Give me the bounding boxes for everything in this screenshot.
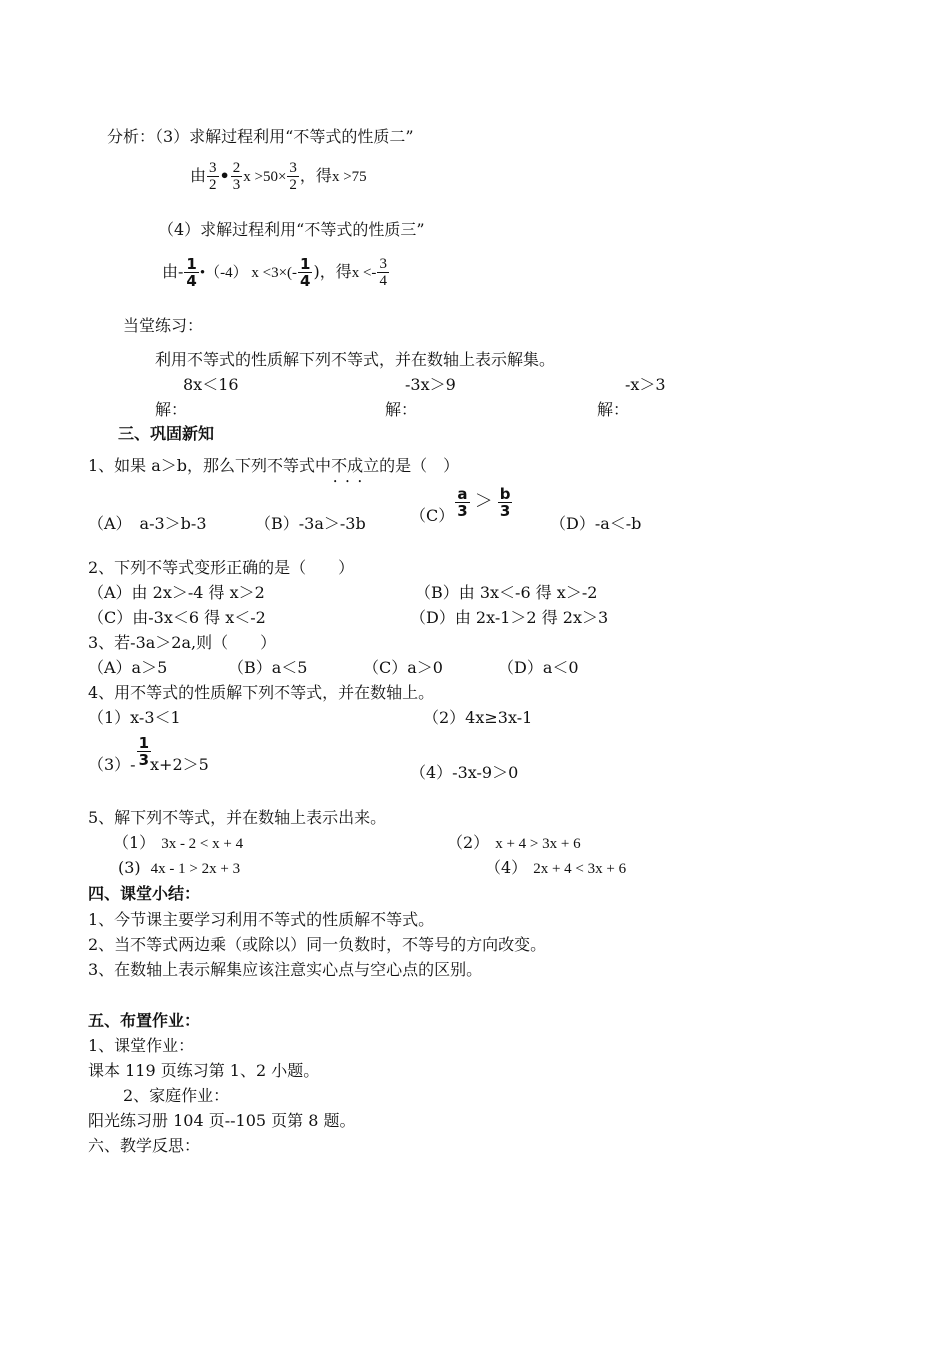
analysis-line-3: 分析：（3）求解过程利用“不等式的性质二” (107, 127, 414, 146)
analysis-equation-2 (162, 256, 390, 300)
q3-option-a: （A）a＞5 (88, 658, 168, 677)
analysis-equation-1 (190, 160, 367, 204)
q1-option-a: （A） a-3＞b-3 (88, 514, 207, 533)
q2-option-d: （D）由 2x-1＞2 得 2x＞3 (410, 608, 609, 627)
homework-line-1: 1、课堂作业： (88, 1036, 195, 1055)
eq1-result: x >75 (331, 169, 367, 185)
question-3: 3、若-3a＞2a,则（ ） (88, 633, 277, 652)
eq2-prefix: 由- (162, 262, 184, 281)
q4-item-4: （4）-3x-9＞0 (410, 763, 519, 782)
q2-option-b: （B）由 3x＜-6 得 x＞-2 (415, 583, 598, 602)
section-6-title: 六、教学反思： (88, 1136, 201, 1155)
q4-item-3: （3）- $\frac{1}{3}$ x+2＞5 (88, 734, 209, 774)
eq1-fraction-3: $\frac{3}{2}$ (289, 160, 297, 193)
eq2-suffix: ，得 (319, 262, 352, 281)
question-1: 1、如果 a＞b，那么下列不等式中不成立 • • •的是（ ） (88, 456, 459, 476)
summary-line-2: 2、当不等式两边乘（或除以）同一负数时，不等号的方向改变。 (88, 935, 547, 954)
analysis-line-4: （4）求解过程利用“不等式的性质三” (158, 220, 425, 239)
q5-item-3: (3) 4x - 1 > 2x + 3 (118, 858, 241, 877)
q3-option-c: （C）a＞0 (363, 658, 443, 677)
q4-item-3-fraction: $\frac{1}{3}$ (138, 734, 150, 769)
q4-item-1: （1）x-3＜1 (88, 708, 181, 727)
q1-option-c: （C） $\frac{a}{3}$ ＞ $\frac{b}{3}$ (410, 485, 511, 525)
q1-c-fraction-a: $\frac{a}{3}$ (457, 485, 468, 520)
summary-line-1: 1、今节课主要学习利用不等式的性质解不等式。 (88, 910, 435, 929)
practice-solve-2: 解： (385, 400, 418, 419)
homework-line-2: 课本 119 页练习第 1、2 小题。 (88, 1061, 320, 1080)
practice-item-1: 8x＜16 (183, 375, 239, 394)
eq2-fraction-1: $\frac{1}{4}$ (186, 255, 197, 290)
eq1-fraction-2: $\frac{2}{3}$ (232, 160, 241, 193)
q1-option-b: （B）-3a＞-3b (255, 514, 366, 533)
eq1-suffix: ，得 (299, 166, 332, 185)
question-5: 5、解下列不等式，并在数轴上表示出来。 (88, 808, 387, 827)
eq2-middle: •（-4） x <3×(- (199, 265, 298, 281)
question-2: 2、下列不等式变形正确的是（ ） (88, 558, 355, 577)
q3-option-d: （D）a＜0 (498, 658, 579, 677)
eq1-middle: x >50× (243, 169, 287, 185)
q5-item-4: （4） 2x + 4 < 3x + 6 (485, 858, 627, 877)
emphasis-dots: 不成立 • • • (331, 456, 379, 476)
practice-solve-3: 解： (597, 400, 630, 419)
eq1-fraction-1: $\frac{3}{2}$ (209, 160, 217, 193)
practice-instruction: 利用不等式的性质解下列不等式，并在数轴上表示解集。 (155, 350, 556, 369)
q2-option-c: （C）由-3x＜6 得 x＜-2 (88, 608, 266, 627)
section-5-title: 五、布置作业： (88, 1011, 201, 1030)
question-4: 4、用不等式的性质解下列不等式，并在数轴上。 (88, 683, 435, 702)
eq2-close: ) (313, 262, 320, 281)
q5-item-1: （1） 3x - 2 < x + 4 (113, 833, 244, 852)
section-4-title: 四、课堂小结： (88, 884, 201, 903)
q1-option-d: （D）-a＜-b (550, 514, 642, 533)
practice-item-2: -3x＞9 (405, 375, 456, 394)
eq1-prefix: 由 (190, 166, 207, 185)
eq2-result: x <- (351, 265, 377, 281)
practice-title: 当堂练习： (123, 316, 204, 335)
homework-line-4: 阳光练习册 104 页--105 页第 8 题。 (88, 1111, 356, 1130)
eq2-fraction-2: $\frac{1}{4}$ (300, 255, 311, 290)
practice-item-3: -x＞3 (625, 375, 666, 394)
q5-item-2: （2） x + 4 > 3x + 6 (447, 833, 581, 852)
section-3-title: 三、巩固新知 (118, 424, 215, 443)
q4-item-2: （2）4x≥3x-1 (423, 708, 533, 727)
homework-line-3: 2、家庭作业： (123, 1086, 230, 1105)
q2-option-a: （A）由 2x＞-4 得 x＞2 (88, 583, 265, 602)
q1-c-fraction-b: $\frac{b}{3}$ (499, 485, 511, 520)
q3-option-b: （B）a＜5 (228, 658, 308, 677)
eq2-fraction-3: $\frac{3}{4}$ (379, 256, 387, 289)
practice-solve-1: 解： (155, 400, 188, 419)
summary-line-3: 3、在数轴上表示解集应该注意实心点与空心点的区别。 (88, 960, 483, 979)
eq1-dot: • (219, 166, 230, 185)
